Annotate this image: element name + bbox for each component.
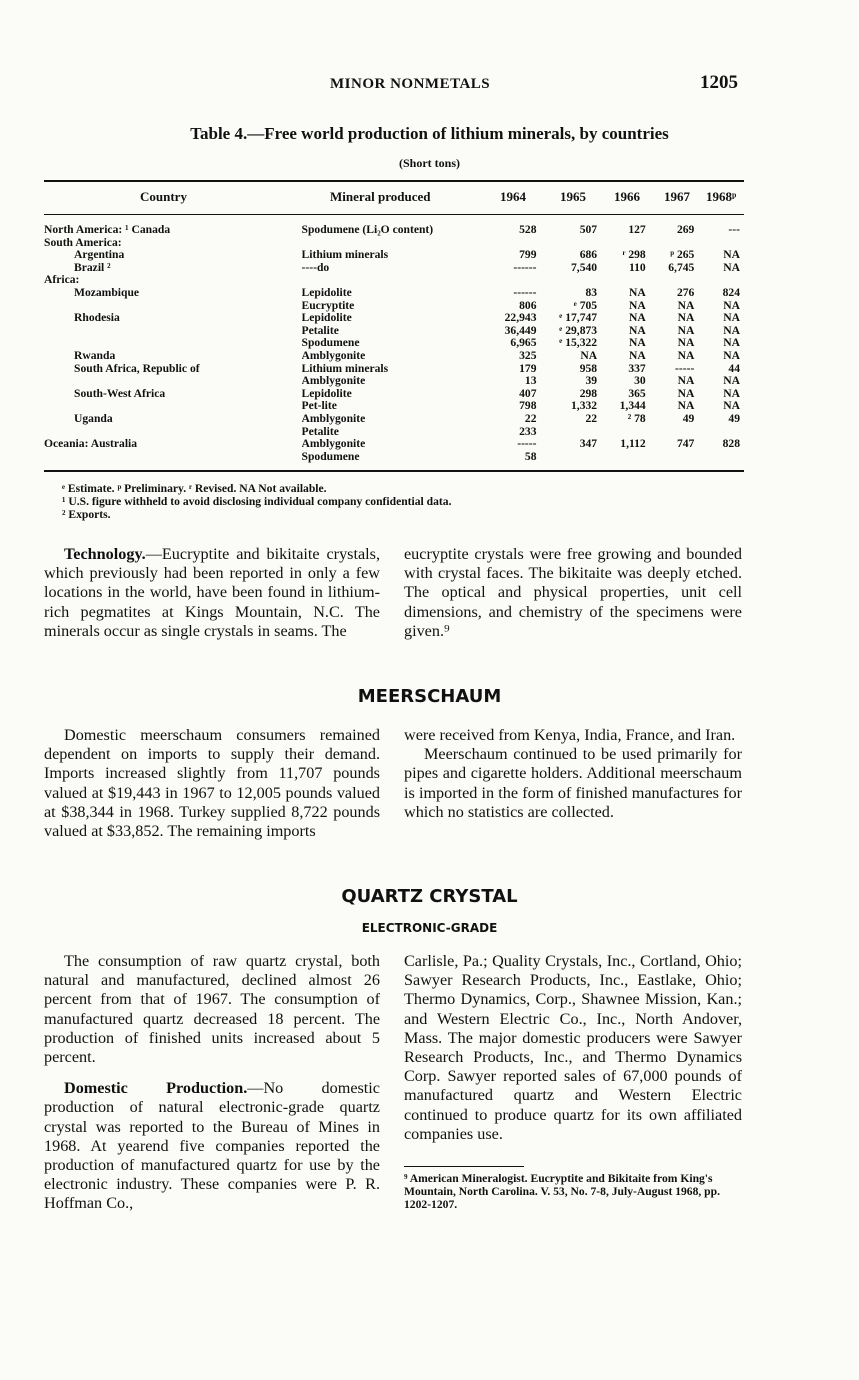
value-cell: 828: [722, 437, 740, 451]
value-cell: 58: [524, 449, 537, 463]
value-cell: 13: [524, 374, 537, 388]
header-mineral: Mineral produced: [330, 189, 431, 204]
running-header: [0, 72, 859, 100]
mineral-cell: Amblygonite: [301, 438, 366, 451]
table-top-rule: [44, 180, 744, 182]
value-cell: 686: [579, 248, 598, 262]
value-cell: 36,449: [504, 323, 537, 337]
mineral-cell: Eucryptite: [301, 299, 355, 312]
meerschaum-left-text: Domestic meerschaum consumers remained dependent on imports to supply their demand. Imports increased slightly from 11,707 pounds valued at $19,443 in 1967 to 12,005 pounds valued at $38,344 in 1968. Turkey supplied 8,722 pounds valued at $33,852. The remaining imports: [44, 726, 380, 841]
value-cell: NA: [628, 348, 646, 362]
mineral-cell: ----do: [301, 261, 330, 274]
value-cell: NA: [628, 336, 646, 350]
mineral-cell: Spodumene: [301, 337, 360, 350]
value-cell: NA: [723, 260, 740, 274]
table-title: Table 4.—Free world production of lithium minerals, by countries: [190, 124, 669, 143]
value-cell: ᵉ 29,873: [559, 323, 598, 337]
header-1965: 1965: [560, 189, 586, 204]
value-cell: 7,540: [571, 260, 598, 274]
country-cell: South-West Africa: [74, 387, 166, 400]
country-cell: Argentina: [74, 249, 125, 262]
footnote-1: ¹ U.S. figure withheld to avoid disclosing individual company confidential data.: [62, 495, 452, 508]
country-cell: South Africa, Republic of: [74, 362, 200, 375]
quartz-left-p2: —No domestic production of natural electronic-grade quartz crystal was reported to the Bureau of Mines in 1968. At yearend five companies reported the production of manufactured quartz for use by the electronic industry. These companies were P. R. Hoffman Co.,: [44, 1079, 380, 1213]
value-cell: NA: [677, 374, 695, 388]
value-cell: 44: [728, 361, 740, 375]
value-cell: ᵉ 17,747: [559, 311, 598, 325]
footnote-symbols: ᵉ Estimate. ᵖ Preliminary. ʳ Revised. NA Not available.: [62, 482, 327, 495]
value-cell: ʳ 298: [622, 248, 646, 262]
value-cell: 1,344: [619, 399, 646, 413]
value-cell: 276: [676, 285, 695, 299]
mineral-cell: Lithium minerals: [301, 249, 389, 262]
table-row: [44, 438, 744, 451]
value-cell: -----: [675, 361, 695, 375]
quartz-subheading: ELECTRONIC-GRADE: [361, 921, 498, 935]
value-cell: NA: [628, 323, 646, 337]
table-row: [44, 312, 744, 325]
technology-left: [44, 545, 380, 641]
mineral-cell: Amblygonite: [301, 375, 366, 388]
value-cell: 22: [585, 411, 598, 425]
mineral-cell: Petalite: [301, 324, 339, 337]
country-cell: [44, 337, 302, 350]
value-cell: NA: [723, 336, 740, 350]
value-cell: NA: [628, 285, 646, 299]
mineral-cell: Pet-lite: [301, 400, 337, 413]
value-cell: NA: [677, 298, 695, 312]
value-cell: -----: [517, 437, 537, 451]
mineral-cell: Lepidolite: [301, 286, 352, 299]
value-cell: 83: [585, 285, 598, 299]
value-cell: NA: [723, 323, 740, 337]
value-cell: ² 78: [627, 411, 646, 425]
table-row: [44, 287, 744, 300]
header-country: Country: [140, 189, 187, 204]
country-cell: [44, 375, 302, 388]
mineral-cell: Spodumene: [301, 450, 360, 463]
table-row: [44, 224, 744, 237]
table-row: [44, 413, 744, 426]
value-cell: 1,332: [571, 399, 598, 413]
table-footnotes: [62, 482, 451, 521]
value-cell: 6,745: [668, 260, 695, 274]
value-cell: 407: [519, 386, 537, 400]
value-cell: 233: [519, 424, 537, 438]
value-cell: ------: [513, 260, 537, 274]
mineral-cell: Amblygonite: [301, 412, 366, 425]
value-cell: 298: [579, 386, 598, 400]
mineral-cell: Petalite: [301, 425, 339, 438]
value-cell: [601, 451, 650, 464]
country-cell: Rwanda: [74, 349, 116, 362]
value-cell: 22,943: [504, 311, 537, 325]
country-cell: [44, 451, 302, 464]
mineral-cell: Spodumene (Li₂O content): [301, 224, 434, 236]
value-cell: NA: [723, 348, 740, 362]
value-cell: ᵉ 705: [573, 298, 598, 312]
value-cell: 347: [579, 437, 598, 451]
value-cell: 127: [628, 223, 646, 236]
meerschaum-left: [44, 726, 380, 841]
header-rule: [44, 214, 744, 215]
country-cell: North America: ¹ Canada: [44, 224, 171, 236]
value-cell: [541, 451, 602, 464]
value-cell: NA: [677, 348, 695, 362]
value-cell: [698, 451, 744, 464]
quartz-left-p1: The consumption of raw quartz crystal, both natural and manufactured, declined almost 26 percent from that of 1967. The consumption of manufactured quartz decreased 18 percent. The production of finished units increased about 5 percent.: [44, 952, 380, 1067]
value-cell: NA: [723, 298, 740, 312]
value-cell: 337: [628, 361, 646, 375]
value-cell: 325: [519, 348, 537, 362]
value-cell: NA: [723, 311, 740, 325]
domestic-production-runin: Domestic Production.: [64, 1079, 248, 1098]
meerschaum-right-p2: Meerschaum continued to be used primarily for pipes and cigarette holders. Additional meerschaum is imported in the form of finished manufactures for which no statistics are collected.: [404, 745, 742, 821]
value-cell: 30: [634, 374, 646, 388]
footnote-9: ⁹ American Mineralogist. Eucryptite and Bikitaite from King's Mountain, North Carolina. V. 53, No. 7-8, July-August 1968, pp. 1202-1207.: [404, 1172, 720, 1211]
country-cell: [44, 325, 302, 338]
value-cell: NA: [628, 311, 646, 325]
footnote-rule: [404, 1166, 524, 1167]
quartz-right-text: Carlisle, Pa.; Quality Crystals, Inc., Cortland, Ohio; Sawyer Research Products, Inc., Eastlake, Ohio; Thermo Dynamics, Corp., Shawnee Mission, Kan.; and Western Electric Co., Inc., North Andover, Mass. The major domestic producers were Sawyer Research Products, Inc., and Thermo Dynamics Corp. Sawyer reported sales of 67,000 pounds of manufactured quartz and Western Electric continued to produce quartz for its own affiliated companies use.: [404, 952, 742, 1143]
mineral-cell: Lithium minerals: [301, 362, 389, 375]
country-cell: Uganda: [74, 412, 113, 425]
header-1968: 1968ᵖ: [706, 189, 737, 204]
value-cell: 1,112: [620, 437, 646, 451]
table-bottom-rule: [44, 470, 744, 472]
production-table: [44, 224, 744, 463]
value-cell: 49: [682, 411, 695, 425]
meerschaum-heading: MEERSCHAUM: [357, 686, 502, 707]
value-cell: 528: [519, 223, 537, 236]
technology-runin: Technology.: [64, 545, 146, 563]
table-unit: (Short tons): [398, 156, 460, 170]
table-row: [44, 262, 744, 275]
table-row: [44, 350, 744, 363]
table-row: [44, 451, 744, 464]
value-cell: NA: [723, 386, 740, 400]
mineral-cell: [302, 237, 488, 250]
value-cell: 39: [585, 374, 598, 388]
value-cell: 824: [722, 285, 740, 299]
country-cell: Africa:: [44, 274, 80, 287]
technology-right-text: eucryptite crystals were free growing and bounded with crystal faces. The bikitaite was deeply etched. The optical and physical properties, unit cell dimensions, and chemistry of the specimens were given.⁹: [404, 545, 742, 640]
mineral-cell: Amblygonite: [301, 349, 366, 362]
value-cell: 806: [519, 298, 537, 312]
value-cell: 365: [628, 386, 646, 400]
header-1967: 1967: [664, 189, 690, 204]
value-cell: 179: [519, 361, 537, 375]
country-cell: South America:: [44, 236, 122, 249]
country-cell: Oceania: Australia: [44, 438, 138, 451]
value-cell: NA: [677, 336, 695, 350]
quartz-right: [404, 952, 742, 1144]
value-cell: ---: [728, 223, 740, 236]
value-cell: ------: [513, 285, 537, 299]
value-cell: 747: [676, 437, 695, 451]
value-cell: NA: [677, 311, 695, 325]
table-row: [44, 375, 744, 388]
value-cell: 22: [524, 411, 537, 425]
header-1966: 1966: [614, 189, 640, 204]
value-cell: NA: [677, 386, 695, 400]
value-cell: NA: [628, 298, 646, 312]
country-cell: Mozambique: [74, 286, 140, 299]
country-cell: [44, 300, 302, 313]
mineral-cell: Lepidolite: [301, 387, 352, 400]
value-cell: NA: [580, 348, 598, 362]
value-cell: NA: [677, 323, 695, 337]
country-cell: [44, 400, 302, 413]
value-cell: ᵉ 15,322: [559, 336, 598, 350]
country-cell: Brazil ²: [74, 261, 111, 274]
value-cell: NA: [677, 399, 695, 413]
footnote-2: ² Exports.: [62, 508, 111, 521]
meerschaum-right-p1: were received from Kenya, India, France, and Iran.: [404, 726, 736, 744]
value-cell: 507: [579, 223, 598, 236]
value-cell: NA: [723, 374, 740, 388]
header-1964: 1964: [500, 189, 526, 204]
value-cell: NA: [723, 248, 740, 262]
value-cell: 269: [676, 223, 695, 236]
value-cell: 110: [628, 260, 646, 274]
value-cell: 49: [728, 411, 740, 425]
value-cell: 798: [519, 399, 537, 413]
value-cell: NA: [723, 399, 740, 413]
country-cell: Rhodesia: [74, 312, 120, 325]
quartz-left: [44, 952, 380, 1214]
value-cell: 958: [579, 361, 598, 375]
country-cell: [44, 426, 302, 439]
value-cell: [650, 451, 699, 464]
value-cell: 6,965: [510, 336, 537, 350]
table-row: [44, 249, 744, 262]
value-cell: 799: [519, 248, 537, 262]
mineral-cell: Lepidolite: [301, 312, 352, 325]
technology-left-text: —Eucryptite and bikitaite crystals, which previously had been reported in only a few locations in the world, have been found in lithium-rich pegmatites at Kings Mountain, N.C. The minerals occur as single crystals in seams. The: [44, 545, 380, 640]
mineral-cell: [302, 274, 488, 287]
meerschaum-right: [404, 726, 742, 822]
quartz-heading: QUARTZ CRYSTAL: [341, 886, 518, 907]
page-number: 1205: [700, 72, 738, 93]
section-title: MINOR NONMETALS: [330, 76, 491, 92]
value-cell: ᵖ 265: [670, 248, 695, 262]
technology-right: [404, 545, 742, 641]
